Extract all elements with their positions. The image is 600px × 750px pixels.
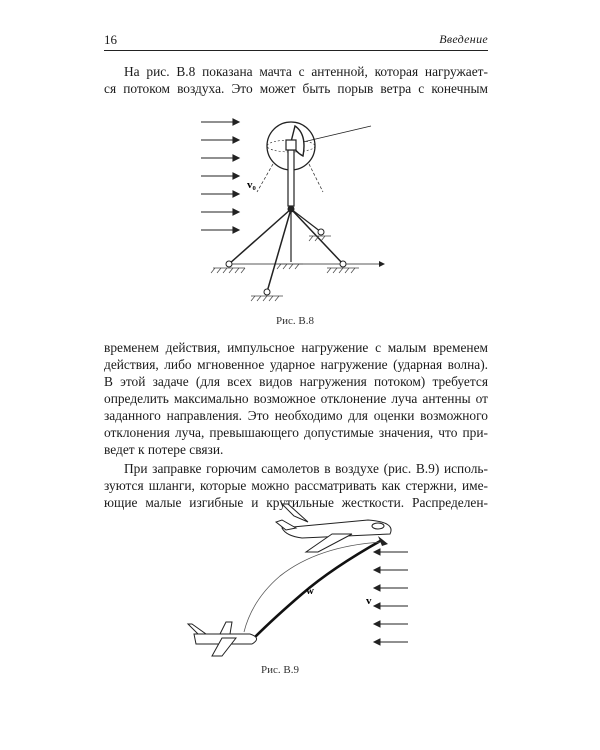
text-line: В этой задаче (для всех видов нагружения потоком) требуется: [104, 374, 488, 389]
velocity-label-v: v: [366, 595, 372, 607]
text-line: ведет к потере связи.: [104, 442, 224, 457]
text-line: ся потоком воздуха. Это может быть порыв ветра с конечным: [104, 81, 488, 96]
figure-b8-caption: Рис. В.8: [276, 315, 314, 327]
text-line: На рис. В.8 показана мачта с антенной, которая нагружает-: [124, 64, 488, 79]
page-number: 16: [104, 32, 117, 47]
text-line: временем действия, импульсное нагружение с малым временем: [104, 340, 488, 355]
receiver-aircraft: [188, 622, 257, 656]
velocity-label-v0: v₀: [247, 179, 256, 191]
paragraph-1: [104, 63, 488, 97]
text-line: отклонения луча, превышающего допустимые значения, что при-: [104, 425, 488, 440]
text-line: заданного направления. Это необходимо для оценки возможного: [104, 408, 488, 423]
text-line: определить максимально возможное отклонение луча антенны от: [104, 391, 488, 406]
hose-label-w: w: [306, 585, 314, 597]
figure-b9-caption: Рис. В.9: [261, 664, 299, 676]
text-line: ющие малые изгибные и крутильные жесткости. Распределен-: [104, 495, 488, 510]
text-line: действия, либо мгновенное ударное нагружение (ударная волна).: [104, 357, 488, 372]
figure-b8-antenna-mast: [195, 112, 405, 307]
running-title: Введение: [439, 32, 488, 46]
text-line: При заправке горючим самолетов в воздухе (рис. В.9) исполь-: [124, 461, 488, 476]
paragraph-2: [104, 339, 488, 458]
text-line: зуются шланги, которые можно рассматривать как стержни, име-: [104, 478, 488, 493]
figure-b9-aerial-refueling: [182, 508, 422, 658]
page-header: [104, 30, 488, 51]
wind-arrows: [201, 119, 239, 233]
paragraph-3: [104, 460, 488, 511]
